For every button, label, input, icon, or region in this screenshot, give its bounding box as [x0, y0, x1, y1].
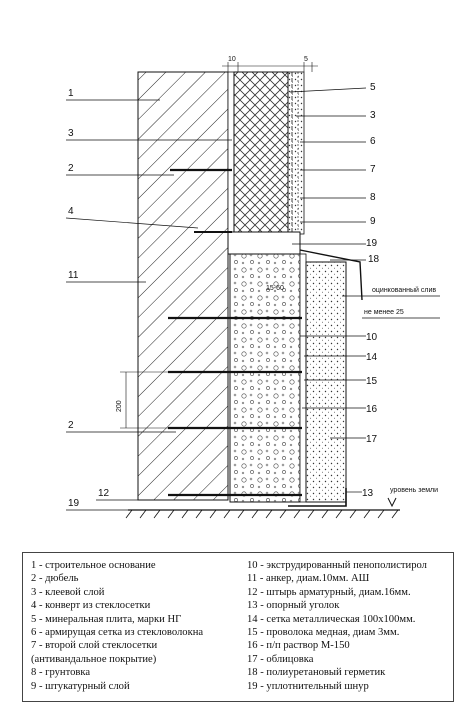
legend-item: 16 - п/п раствор М-150 — [247, 640, 350, 652]
legend-item: 3 - клеевой слой — [31, 586, 105, 598]
callout-8: 8 — [370, 192, 376, 203]
callout-18: 18 — [368, 254, 380, 265]
xps-insulation — [230, 254, 300, 502]
dim-200: 200 — [116, 400, 123, 412]
legend-panel — [22, 552, 454, 702]
callout-2b: 2 — [68, 420, 74, 431]
building-base — [138, 72, 228, 500]
callout-5: 5 — [370, 82, 376, 93]
plinth-transition — [228, 232, 300, 254]
legend-item: 7 - второй слой стеклосетки — [31, 640, 158, 652]
legend-item: 9 - штукатурный слой — [31, 680, 130, 692]
legend-item: 4 - конверт из стеклосетки — [31, 600, 151, 612]
mineral-plate — [234, 72, 288, 234]
legend-left-column — [31, 559, 236, 693]
callout-14: 14 — [366, 352, 378, 363]
callout-9: 9 — [370, 216, 376, 227]
callout-2: 2 — [68, 163, 74, 174]
legend-item: 8 - грунтовка — [31, 667, 91, 679]
mortar-layer — [300, 254, 306, 502]
legend-item: 13 - опорный уголок — [247, 600, 340, 612]
legend-item: (антивандальное покрытие) — [31, 653, 157, 665]
callout-4: 4 — [68, 206, 74, 217]
callout-6: 6 — [370, 136, 376, 147]
legend-right-column — [247, 559, 452, 693]
legend-item: 18 - полиуретановый герметик — [247, 667, 386, 679]
callout-3r: 3 — [370, 110, 376, 121]
legend-item: 14 - сетка металлическая 100х100мм. — [247, 613, 416, 625]
legend-item: 15 - проволока медная, диам 3мм. — [247, 627, 400, 639]
ground-hatch — [126, 510, 398, 518]
facing-layer — [306, 262, 346, 502]
legend-item: 10 - экструдированный пенополистирол — [247, 560, 427, 571]
callout-17: 17 — [366, 434, 378, 445]
legend-item: 5 - минеральная плита, марки НГ — [31, 613, 182, 625]
adhesive-layer — [228, 72, 234, 232]
callout-16: 16 — [366, 404, 378, 415]
legend-item: 11 - анкер, диам.10мм. АШ — [247, 573, 370, 585]
min-gap-label: не менее 25 — [364, 309, 404, 316]
callout-1: 1 — [68, 88, 74, 99]
callout-11: 11 — [68, 270, 79, 281]
top-dim-5: 5 — [304, 56, 308, 63]
ground-arrow — [388, 498, 396, 506]
ground-label: уровень земли — [390, 487, 439, 494]
callout-7: 7 — [370, 164, 376, 175]
callout-3: 3 — [68, 128, 74, 139]
drip-label: оцинкованный слив — [372, 287, 437, 294]
legend-item: 17 - облицовка — [247, 653, 314, 665]
callout-15: 15 — [366, 376, 378, 387]
plaster-layer — [288, 72, 304, 234]
legend-item: 2 - дюбель — [31, 573, 79, 585]
top-dim-10: 10 — [228, 56, 236, 63]
callout-10: 10 — [366, 332, 378, 343]
callout-19r: 19 — [366, 238, 378, 249]
angle-label: 15-60 — [266, 285, 284, 292]
legend-item: 12 - штырь арматурный, диам.16мм. — [247, 586, 411, 598]
legend-item: 1 - строительное основание — [31, 560, 156, 571]
legend-item: 6 - армирущая сетка из стекловолокна — [31, 627, 204, 639]
callout-19: 19 — [68, 498, 80, 509]
legend-item: 19 - уплотнительный шнур — [247, 680, 369, 692]
callout-13: 13 — [362, 488, 374, 499]
callout-12: 12 — [98, 488, 110, 499]
